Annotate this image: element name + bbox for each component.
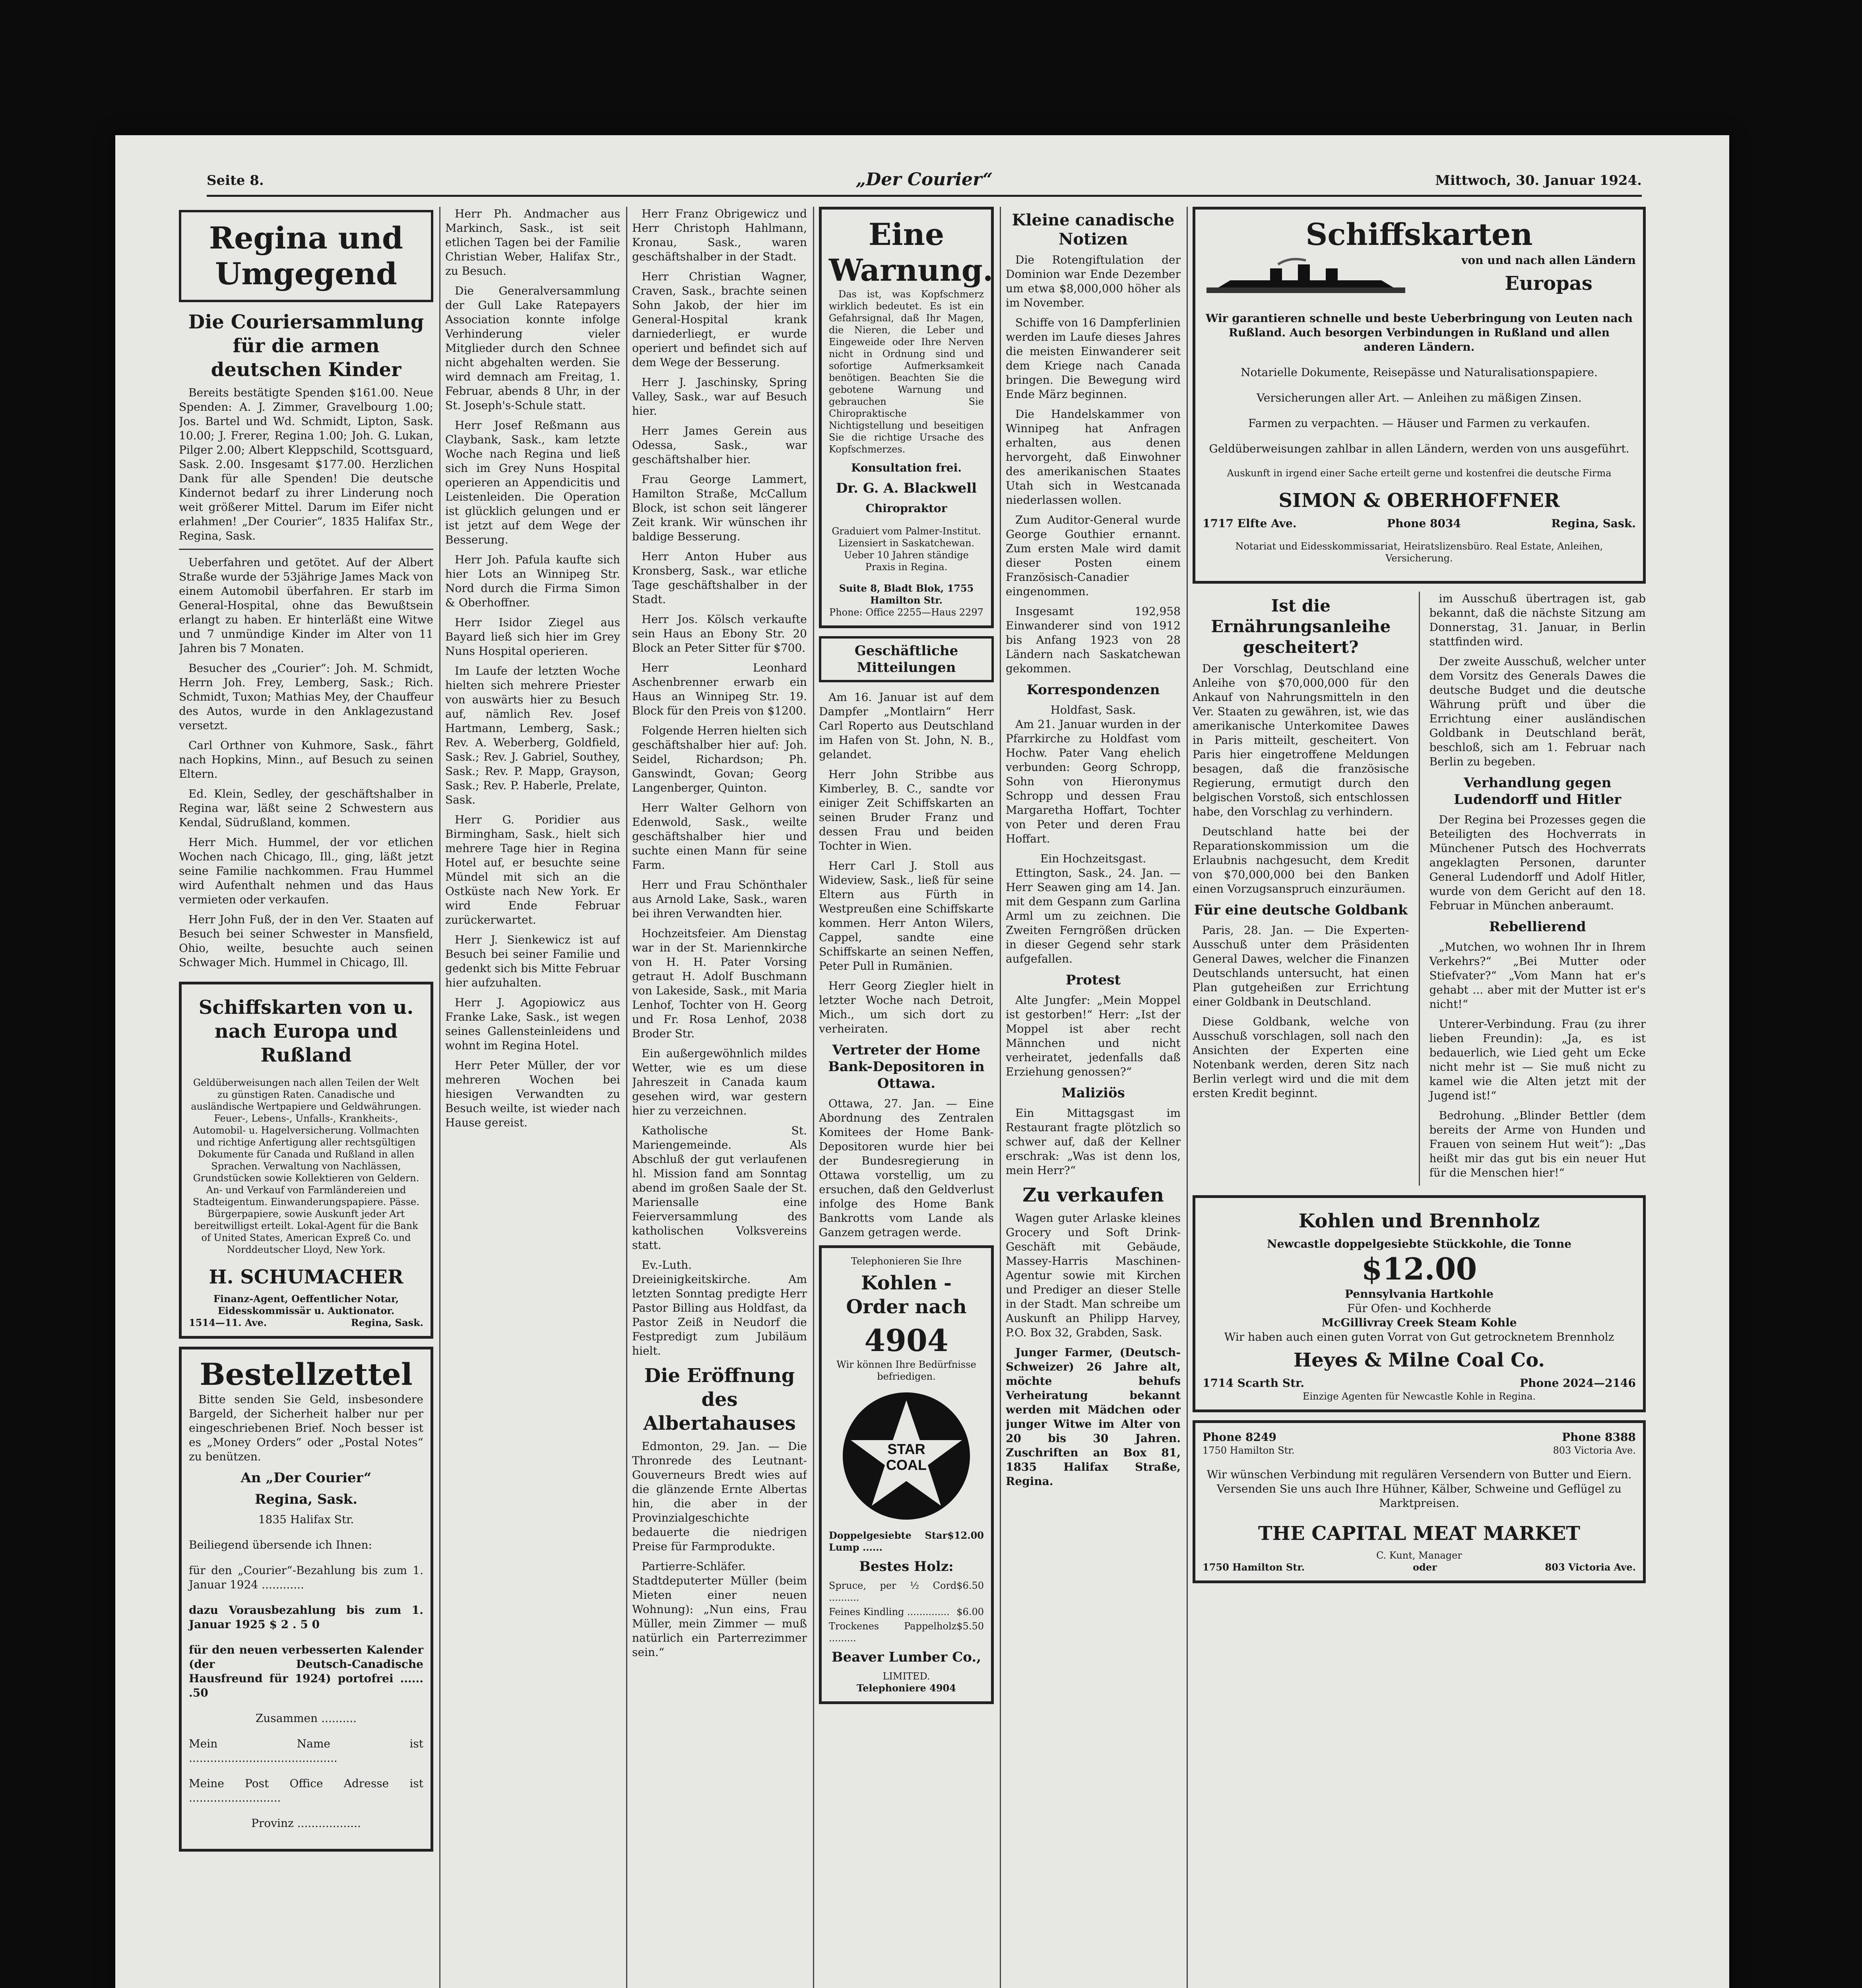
order-line: für den „Courier“-Bezahlung bis zum 1. Januar 1924 ............ [189,1564,423,1591]
news-item: Herr Walter Gelhorn von Edenwold, Sask., weilte geschäftshalber hier und suchte einen Mann für seine Farm. [632,801,807,872]
ship-line: Farmen zu verpachten. — Häuser und Farmen zu verkaufen. [1248,417,1590,430]
coal2-line: McGillivray Creek Steam Kohle [1321,1316,1517,1329]
news-item: im Ausschuß übertragen ist, gab bekannt, daß die nächste Sitzung am Donnerstag, 31. Januar, in Berlin stattfinden wird. [1429,592,1646,648]
article-title: Die Eröffnung des Albertahauses [643,1365,796,1435]
order-line: dazu Vorausbezahlung bis zum 1. Januar 1925 $ 2 . 5 0 [189,1604,423,1631]
news-item: Im Laufe der letzten Woche hielten sich mehrere Priester von auswärts hier zu Besuch auf, nämlich Rev. Josef Hartmann, Lemberg, Sask.; Rev. A. Weberberg, Goldfield, Sask.; Rev. J. Gabriel, Southey, Sask.; Rev. P. Mapp, Grayson, Sask.; Rev. P. Haberle, Prelate, Sask. [445,664,620,806]
order-text: Bitte senden Sie Geld, insbesondere Bargeld, der Sicherheit halber nur per eingeschriebenen Brief. Noch besser ist es „Money Orders“ oder „Postal Notes“ zu benützen. [189,1393,423,1463]
column-5 [1006,207,1181,1988]
order-to: An „Der Courier“ [241,1470,372,1486]
ad-schumacher [179,982,433,1339]
news-item: Herr J. Jaschinsky, Spring Valley, Sask., war auf Besuch hier. [632,376,807,417]
ship-firm: SIMON & OBERHOFFNER [1278,489,1560,512]
warning-title: Eine Warnung. [829,217,993,288]
doctor-phone: Phone: Office 2255—Haus 2297 [829,607,983,618]
news-item: Herr Georg Ziegler hielt in letzter Woche nach Detroit, Mich., um sich dort zu verheiraten. [819,979,994,1035]
meat-phone-left: Phone 8249 [1203,1431,1276,1444]
news-item: Herr und Frau Schönthaler aus Arnold Lake, Sask., waren bei ihren Verwandten hier. [632,878,807,920]
price-value: $6.50 [956,1580,984,1591]
star-coal-logo-icon [841,1390,972,1522]
column-rule [1000,207,1001,1988]
news-item: Hochzeitsfeier. Am Dienstag war in der St. Mariennkirche von H. H. Pater Vorsing getraut H. Adolf Buschmann von Lakeside, Sask., mit Maria Lenhof, Tochter von H. Georg und Fr. Rosa Lenhof, 2038 Broder Str. [632,927,807,1040]
protest-title: Protest [1065,972,1121,988]
meat-address-left: 1750 Hamilton Str. [1203,1445,1295,1456]
news-item: Am 21. Januar wurden in der Pfarrkirche zu Holdfast vom Hochw. Pater Vang ehelich verbunden: Georg Schropp, Sohn von Hieronymus Schropp und dessen Frau Margaretha Hoffart, Tochter von Peter und deren Frau Hoffart. [1006,718,1181,845]
news-item: Die Generalversammlung der Gull Lake Ratepayers Association konnte infolge Verhinderung vieler Mitglieder durch den Schnee nicht abgehalten werden. Sie wird demnach am Freitag, 1. Februar, abends 8 Uhr, in der St. Joseph's-Schule statt. [445,284,620,412]
article-title: Vertreter der Home Bank-Depositoren in Ottawa. [828,1042,985,1091]
column-rule [1187,207,1188,1988]
coal2-price: $12.00 [1361,1251,1477,1287]
coal-price [829,1530,984,1553]
order-sum-field[interactable]: Zusammen .......... [255,1712,357,1725]
wedding-guest: Ein Hochzeitsgast. [1040,852,1146,865]
column-rule [626,207,627,1988]
column-6 [1193,207,1646,1988]
subcol-left [1193,592,1409,1186]
news-item: Ettington, Sask., 24. Jan. — Herr Seawen ging am 14. Jan. mit dem Gespann zum Garlina Arml um zu zeichnen. Die Zweiten Ferngrößen drücken in dieser Gegend sehr stark aufgefallen. [1006,866,1181,965]
news-item: Ed. Klein, Sedley, der geschäftshalber in Regina war, läßt seine 2 Schwestern aus Kendal, Südrußland, kommen. [179,787,433,829]
news-item: Die Handelskammer von Winnipeg hat Anfragen erhalten, aus denen hervorgeht, daß Einwohner des amerikanischen Staates Utah sich in Westcanada niederlassen wollen. [1006,408,1181,507]
ad-name: H. SCHUMACHER [209,1266,403,1288]
news-item: Der Vorschlag, Deutschland eine Anleihe von $70,000,000 für den Ankauf von Nahrungsmitteln in den Ver. Staaten zu gewähren, ist, wie das amerikanische Unterkomitee Dawes in Paris mitteilt, gescheitert. Von Paris hier eingetroffene Meldungen besagen, daß die französische Regierung, ermutigt durch den belgischen Vorstoß, sich entschlossen habe, den Vorschlag zu verhindern. [1193,662,1409,818]
meat-footer [1203,1561,1636,1573]
news-item: Zum Auditor-General wurde George Gouthier ernannt. Zum ersten Male wird damit dieser Posten einem Französisch-Canadier eingenommen. [1006,513,1181,598]
meat-foot-mid: oder [1413,1561,1437,1573]
wood-prices [829,1580,984,1644]
news-item: Herr James Gerein aus Odessa, Sask., war geschäftshalber hier. [632,424,807,466]
news-item: Herr Peter Müller, der vor mehreren Wochen bei hiesigen Verwandten zu Besuch weilte, ist wieder nach Hause gereist. [445,1059,620,1129]
ship-row [1203,252,1636,300]
meat-manager: C. Kunt, Manager [1376,1550,1462,1561]
ad-address-left: 1514—11. Ave. [189,1317,267,1328]
ship-line: Geldüberweisungen zahlbar in allen Ländern, werden von uns ausgeführt. [1209,442,1629,455]
ship-line: Versicherungen aller Art. — Anleihen zu mäßigen Zinsen. [1257,391,1582,404]
ad-address [189,1317,423,1329]
ad-text: Geldüberweisungen nach allen Teilen der Welt zu günstigen Raten. Canadische und ausländische Wertpapiere und Geldwährungen. Feuer-, Lebens-, Unfalls-, Krankheits-, Automobil- u. Hagelversicherung. Vollmachten und richtige Anfertigung aller rechtsgültigen Dokumente für Canada und Rußland in allen Sprachen. Verwaltung von Nachlässen, Grundstücken sowie Kollektieren von Geldern. An- und Verkauf von Farmländereien und Stadteigentum. Einwanderungspapiere. Pässe. Bürgerpapiere, sowie Auskunft jeder Art bereitwilligst erteilt. Lokal-Agent für die Bank of United States, American Expreß Co. und Norddeutscher Lloyd, New York. [191,1077,421,1255]
doctor-role: Chiropraktor [865,502,947,515]
ship-line: Auskunft in irgend einer Sache erteilt gerne und kostenfrei die deutsche Firma [1227,468,1612,479]
consult: Konsultation frei. [851,461,962,474]
column-rule [1419,592,1420,1186]
meat-firm: THE CAPITAL MEAT MARKET [1258,1522,1581,1545]
star-text-1: STAR [887,1441,925,1457]
newspaper-title: „Der Courier“ [855,169,993,190]
page-number: Seite 8. [207,173,264,188]
price-label: Doppelgesiebte Star Lump ...... [829,1530,948,1553]
news-item: Herr Isidor Ziegel aus Bayard ließ sich hier im Grey Nuns Hospital operieren. [445,616,620,658]
divider [179,549,433,550]
news-item: Unterer-Verbindung. Frau (zu ihrer lieben Freundin): „Ja, es ist bedauerlich, wie Lied geht um Ecke nicht mehr ist — Sie muß nicht zu kamel wie die Alten jetzt mit der Jugend ist!“ [1429,1017,1646,1102]
news-item: Deutschland hatte bei der Reparationskommission um die Erlaubnis nachgesucht, dem Kredit von $70,000,000 bei den Banken einen Vorzugsanspruch einzuräumen. [1193,825,1409,895]
star-text-2: COAL [886,1457,927,1473]
order-street: 1835 Halifax Str. [258,1513,354,1526]
news-item: Der zweite Ausschuß, welcher unter dem Vorsitz des Generals Dawes die deutsche Budget und die deutsche Währung prüft und über die Errichtung einer ausländischen Goldbank in Deutschland berät, beschloß, sich am 1. Februar nach Berlin zu begeben. [1429,655,1646,768]
news-item: Herr Franz Obrigewicz und Herr Christoph Hahlmann, Kronau, Sask., waren geschäftshalber in der Stadt. [632,207,807,263]
malice-title: Maliziös [1061,1085,1125,1101]
news-item: Ein Mittagsgast im Restaurant fragte plötzlich so schwer auf, daß der Kellner erschrak: „Was ist denn los, mein Herr?“ [1006,1107,1181,1177]
news-item: „Mutchen, wo wohnen Ihr in Ihrem Verkehrs?“ „Bei Mutter oder Stiefvater?“ „Vom Mann hat er's gehabt ... aber mit der Mutter ist er's nicht!“ [1429,940,1646,1011]
coal-phone: 4904 [864,1323,948,1358]
column-1 [179,207,433,1988]
coal-small: Telephonieren Sie Ihre [851,1256,962,1267]
price-value: $5.50 [956,1621,984,1632]
coal-title: Kohlen - Order nach [846,1272,967,1318]
column-rule [439,207,440,1988]
ship-addr-left: 1717 Elfte Ave. [1203,517,1297,530]
meat-foot-left: 1750 Hamilton Str. [1203,1561,1305,1573]
ship-sub-block [1461,253,1636,299]
news-item: Alte Jungfer: „Mein Moppel ist gestorben!“ Herr: „Ist der Moppel ist aber recht Männchen und nicht verheiratet, jedenfalls daß Erziehung genossen?“ [1006,994,1181,1078]
star-logo [829,1390,984,1522]
news-item: Herr John Fuß, der in den Ver. Staaten auf Besuch bei seiner Schwester in Mansfield, Ohio, weilte, besuchte auch seinen Schwager Mich. Hummel in Chicago, Ill. [179,913,433,969]
ship-line: Notariat und Eidesskommissariat, Heiratslizensbüro. Real Estate, Anleihen, Versicherung. [1235,541,1603,564]
news-item: Herr Christian Wagner, Craven, Sask., brachte seinen Sohn Jakob, der hier im General-Hospital krank darniederliegt, er wurde operiert und befindet sich auf dem Wege der Besserung. [632,270,807,369]
order-line: für den neuen verbesserten Kalender (der Deutsch-Canadische Hausfreund für 1924) portofrei ...... .50 [189,1643,423,1699]
news-item: Herr G. Poridier aus Birmingham, Sask., hielt sich mehrere Tage hier in Regina Hotel auf, er besuchte seine Mündel mit sich an die Ostküste nach New York. Er wird Ende Februar zurückerwartet. [445,813,620,926]
ad-role: Finanz-Agent, Oeffentlicher Notar, Eidesskommissär u. Auktionator. [213,1293,399,1316]
news-item: Herr Joh. Pafula kaufte sich hier Lots an Winnipeg Str. Nord durch die Firma Simon & Oberhoffner. [445,553,620,609]
news-item: Bedrohung. „Blinder Bettler (dem bereits der Arme von Hunden und Frauen von seinem Hut weit“): „Das heißt mir das gut bis ein neuer Hut für die Menschen hier!“ [1429,1109,1646,1179]
coal2-contact [1203,1376,1636,1390]
column-2 [445,207,620,1988]
news-item: Herr J. Agopiowicz aus Franke Lake, Sask., ist wegen seines Gallensteinleidens und wohnt im Regina Hotel. [445,996,620,1052]
news-item: Herr Mich. Hummel, der vor etlichen Wochen nach Chicago, Ill., ging, läßt jetzt seine Familie nachkommen. Frau Hummel wird Aufenthalt nehmen und das Haus vermieten oder verkaufen. [179,836,433,906]
correspondence-place: Holdfast, Sask. [1050,703,1136,716]
news-item: Paris, 28. Jan. — Die Experten-Ausschuß unter dem Präsidenten General Dawes, welcher die Finanzen Deutschlands untersucht, hat einen Plan gutgeheißen zur Errichtung einer Goldbank in Deutschland. [1193,924,1409,1008]
meat-phone-right: Phone 8388 [1562,1431,1636,1444]
page-header [207,167,1642,197]
news-item: Insgesamt 192,958 Einwanderer sind von 1912 bis Anfang 1923 von 28 Ländern nach Saskatchewan gekommen. [1006,605,1181,675]
ship-sub: von und nach allen Ländern [1461,254,1636,267]
gold-title: Für eine deutsche Goldbank [1194,902,1408,918]
warning-ad [819,207,994,628]
trial-title: Verhandlung gegen Ludendorff und Hitler [1454,775,1621,808]
news-item: Ein außergewöhnlich mildes Wetter, wie es um diese Jahreszeit in Canada kaum gesehen wird, war gestern hier zu verzeichnen. [632,1047,807,1117]
order-name-field[interactable]: Mein Name ist .......................................... [189,1737,423,1765]
order-post-field[interactable]: Meine Post Office Adresse ist .......................... [189,1777,423,1804]
news-item: Die Rotengiftulation der Dominion war Ende Dezember um etwa $8,000,000 höher als im November. [1006,253,1181,309]
notes-title: Kleine canadische Notizen [1012,211,1175,248]
news-item: Am 16. Januar ist auf dem Dampfer „Montlairn“ Herr Carl Roperto aus Deutschland im Hafen von St. John, N. B., gelandet. [819,691,994,761]
ad-address-right: Regina, Sask. [351,1317,423,1328]
price-label: Trockenes Pappelholz ......... [829,1621,957,1644]
column-rule [813,207,814,1988]
news-item: Ev.-Luth. Dreieinigkeitskirche. Am letzten Sonntag predigte Herr Pastor Billing aus Holdfast, da Pastor Zeiß in Neudorf die Festpredigt zum Jubiläum hielt. [632,1258,807,1357]
price-value: $12.00 [947,1530,984,1541]
meat-addresses [1203,1444,1636,1456]
news-item: Herr Josef Reßmann aus Claybank, Sask., kam letzte Woche nach Regina und ließ sich im Grey Nuns Hospital operieren an Appendicitis und Leistenleiden. Die Operation ist glücklich gelungen und er ist jetzt auf dem Wege der Besserung. [445,419,620,546]
news-item: Frau George Lammert, Hamilton Straße, McCallum Block, ist schon seit längerer Zeit krank. Wir wünschen ihr baldige Besserung. [632,473,807,543]
price-label: Spruce, per ½ Cord .......... [829,1580,957,1603]
news-item: Wagen guter Arlaske kleines Grocery und Soft Drink-Geschäft mit Gebäude, Massey-Harris Maschinen-Agentur sowie mit Kirchen und Prediger an dieser Stelle in der Stadt. Man schreibe um Auskunft an Philipp Harvey, P.O. Box 32, Grabden, Sask. [1006,1211,1181,1339]
meat-foot-right: 803 Victoria Ave. [1545,1561,1636,1573]
coal2-line: Pennsylvania Hartkohle [1345,1287,1493,1301]
wood-title: Bestes Holz: [859,1559,954,1574]
warning-text: Das ist, was Kopfschmerz wirklich bedeutet. Es ist ein Gefahrsignal, daß Ihr Magen, die Nieren, die Leber und Eingeweide oder Ihre Nerven nicht in Ordnung sind und sofortige Aufmerksamkeit benötigen. Beachten Sie die gebotene Warnung und gebrauchen Sie Chiropraktische Nichtigstellung und beseitigen Sie die richtige Ursache des Kopfschmerzes. [829,289,984,455]
ship-tickets-ad [1193,207,1646,584]
column-4 [819,207,994,1988]
news-item: Katholische St. Mariengemeinde. Als Abschluß der gut verlaufenen hl. Mission fand am Sonntag abend im großen Saale der St. Mariensalle eine Feierversammlung des katholischen Volksvereins statt. [632,1124,807,1252]
column-3 [632,207,807,1988]
beaver-name: Beaver Lumber Co., [831,1649,981,1665]
news-item: Herr Ph. Andmacher aus Markinch, Sask., ist seit etlichen Tagen bei der Familie Christian Weber, Halifax Str., zu Besuch. [445,207,620,278]
coal2-firm: Heyes & Milne Coal Co. [1293,1349,1545,1371]
question-title: Ist die Ernährungsanleihe gescheitert? [1211,596,1391,657]
coal2-line: Wir haben auch einen guten Vorrat von Gut getrocknetem Brennholz [1224,1330,1614,1343]
coal2-address: 1714 Scarth Str. [1203,1376,1304,1390]
news-item: Schiffe von 16 Dampferlinien werden im Laufe dieses Jahres die meisten Einwanderer seit dem Kriege nach Canada bringen. Die Bewegung wird Ende März beginnen. [1006,316,1181,401]
doctor-name: Dr. G. A. Blackwell [836,480,977,496]
news-item: Folgende Herren hielten sich geschäftshalber hier auf: Joh. Seidel, Richardson; Ph. Ganswindt, Govan; Georg Langenberger, Quinton. [632,724,807,794]
business-title: Geschäftliche Mitteilungen [854,643,958,676]
order-province-field[interactable]: Provinz .................. [251,1817,361,1830]
price-label: Feines Kindling .............. [829,1606,950,1617]
coal2-sub: Newcastle doppelgesiebte Stückkohle, die Tonne [1267,1237,1572,1250]
coal-wood-ad [1193,1195,1646,1412]
doctor-address: Suite 8, Bladt Blok, 1755 Hamilton Str. [839,582,974,606]
jokes-title: Rebellierend [1489,919,1586,935]
ad-title: Schiffskarten von u. nach Europa und Rußland [198,996,414,1066]
news-item: Herr Jos. Kölsch verkaufte sein Haus an Ebony Str. 20 Block an Peter Sitter für $700. [632,613,807,654]
subcol-right [1429,592,1646,1186]
ship-text: Wir garantieren schnelle und beste Ueberbringung von Leuten nach Rußland. Auch besorgen Verbindungen in Rußland und allen anderen Ländern. [1206,312,1633,353]
order-title: Bestellzettel [200,1357,413,1392]
news-item: Herr Anton Huber aus Kronsberg, Sask., war etliche Tage geschäftshalber in der Stadt. [632,550,807,606]
section-title: Regina und Umgegend [209,220,403,291]
two-col-block [1193,592,1646,1186]
newspaper-page [115,135,1729,1988]
ship-line: Notarielle Dokumente, Reisepässe und Naturalisationspapiere. [1241,366,1598,379]
business-header [819,636,994,682]
coal2-line: Für Ofen- und Kochherde [1347,1302,1492,1315]
beaver-ltd: LIMITED. [883,1671,930,1682]
news-item: Herr Carl J. Stoll aus Wideview, Sask., ließ für seine Eltern aus Fürth in Westpreußen eine Schiffskarte kommen. Herr Anton Wilers, Cappel, sandte eine Schiffskarte an seinen Neffen, Peter Pull in Rumänien. [819,859,994,973]
order-line: Beiliegend übersende ich Ihnen: [189,1538,372,1551]
ship-address-row [1203,516,1636,531]
meat-text: Wir wünschen Verbindung mit regulären Versendern von Butter und Eiern. Versenden Sie uns auch Ihre Hühner, Kälber, Schweine und Geflügel zu Marktpreisen. [1206,1468,1632,1510]
doctor-text: Graduiert vom Palmer-Institut. Lizensiert in Saskatchewan. Ueber 10 Jahren ständige Praxis in Regina. [832,526,981,573]
steamship-icon [1203,252,1409,300]
ship-phone: Phone 8034 [1387,517,1461,530]
coal2-title: Kohlen und Brennholz [1298,1210,1540,1232]
news-item: Der Regina bei Prozesses gegen die Beteiligten des Hochverrats in Münchener Putsch des Hochverrats angeklagten Personen, darunter General Ludendorff und Adolf Hitler, wurde von dem Gericht auf den 18. Februar in München anberaumt. [1429,813,1646,912]
coal2-phone: Phone 2024—2146 [1520,1376,1636,1390]
sale-title: Zu verkaufen [1022,1184,1164,1206]
collection-title: Die Couriersammlung für die armen deutschen Kinder [188,311,424,381]
price-value: $6.00 [956,1606,984,1617]
order-form [179,1347,433,1852]
section-header-box [179,210,433,302]
news-item: Carl Orthner von Kuhmore, Sask., fährt nach Hopkins, Minn., auf Besuch zu seinen Eltern. [179,739,433,780]
news-item: Junger Farmer, (Deutsch-Schweizer) 26 Jahre alt, möchte behufs Verheiratung bekannt werden mit Mädchen oder junger Witwe im Alter von 20 bis 30 Jahren. Zuschriften an Box 81, 1835 Halifax Straße, Regina. [1006,1346,1181,1488]
news-item: Edmonton, 29. Jan. — Die Thronrede des Leutnant-Gouverneurs Bredt wies auf die glänzende Ernte Albertas hin, die aber in der Provinzialgeschichte bedauerte die niedrigen Preise für Farmprodukte. [632,1440,807,1553]
news-item: Diese Goldbank, welche von Ausschuß vorschlagen, soll nach den Ansichten der Experten eine Notenbank werden, deren Sitz nach Berlin verlegt wird und die mit dem ersten Kredit beginnt. [1193,1015,1409,1100]
coal2-note: Einzige Agenten für Newcastle Kohle in Regina. [1302,1391,1536,1402]
ship-europa: Europas [1505,272,1592,295]
news-item: Ueberfahren und getötet. Auf der Albert Straße wurde der 53jährige James Mack von einem Automobil überfahren. Er starb im General-Hospital, ohne das Bewußtsein erlangt zu haben. Er hinterläßt eine Witwe und 7 unmündige Kinder im Alter von 11 Jahren bis 7 Monaten. [179,556,433,655]
news-item: Herr John Stribbe aus Kimberley, B. C., sandte vor einiger Zeit Schiffskarten an seinen Bruder Franz und dessen Frau und beiden Tochter in Wien. [819,768,994,852]
beaver-phone: Telephoniere 4904 [857,1682,956,1694]
collection-text: Bereits bestätigte Spenden $161.00. Neue Spenden: A. J. Zimmer, Gravelbourg 1.00; Jos. Bartel und Wd. Schmidt, Lipton, Sask. 10.00; J. Frerer, Regina 1.00; Joh. G. Lukan, Pilger 2.00; Albert Kleppschild, Scottsguard, Sask. 2.00. Insgesamt $177.00. Herzlichen Dank für alle Spenden! Die deutsche Kindernot bedarf zu ihrer Linderung noch weit größerer Mittel. Darum im Eifer nicht erlahmen! „Der Courier“, 1835 Halifax Str., Regina, Sask. [179,386,433,542]
order-city: Regina, Sask. [254,1491,358,1507]
star-coal-ad [819,1245,994,1704]
news-item: Herr Leonhard Aschenbrenner erwarb ein Haus an Winnipeg Str. 19. Block für den Preis von $1200. [632,661,807,717]
correspondence-title: Korrespondenzen [1026,682,1160,698]
meat-market-ad [1193,1420,1646,1583]
ship-addr-right: Regina, Sask. [1551,517,1636,530]
ship-title: Schiffskarten [1305,217,1533,252]
news-item: Ottawa, 27. Jan. — Eine Abordnung des Zentralen Komitees der Home Bank-Depositoren wurde hier bei der Bundesregierung in Ottawa vorstellig, um zu ersuchen, daß den Geldverlust infolge des Home Bank Bankrotts vom Lande als Ganzem getragen werde. [819,1097,994,1239]
meat-address-right: 803 Victoria Ave. [1553,1445,1636,1456]
news-item: Herr J. Sienkewicz ist auf Besuch bei seiner Familie und gedenkt sich bis Mitte Februar hier aufzuhalten. [445,933,620,989]
coal-sub: Wir können Ihre Bedürfnisse befriedigen. [836,1359,976,1382]
issue-date: Mittwoch, 30. Januar 1924. [1435,173,1642,188]
news-item: Besucher des „Courier“: Joh. M. Schmidt, Herrn Joh. Frey, Lemberg, Sask.; Rich. Schmidt, Tuxon; Mathias Mey, der Chauffeur des Autos, wurde in den Anklagezustand versetzt. [179,662,433,732]
news-item: Partierre-Schläfer. Stadtdeputerter Müller (beim Mieten einer neuen Wohnung): „Nun eins, Frau Müller, mein Zimmer — muß natürlich ein Parterrezimmer sein.“ [632,1560,807,1659]
meat-phones [1203,1430,1636,1444]
